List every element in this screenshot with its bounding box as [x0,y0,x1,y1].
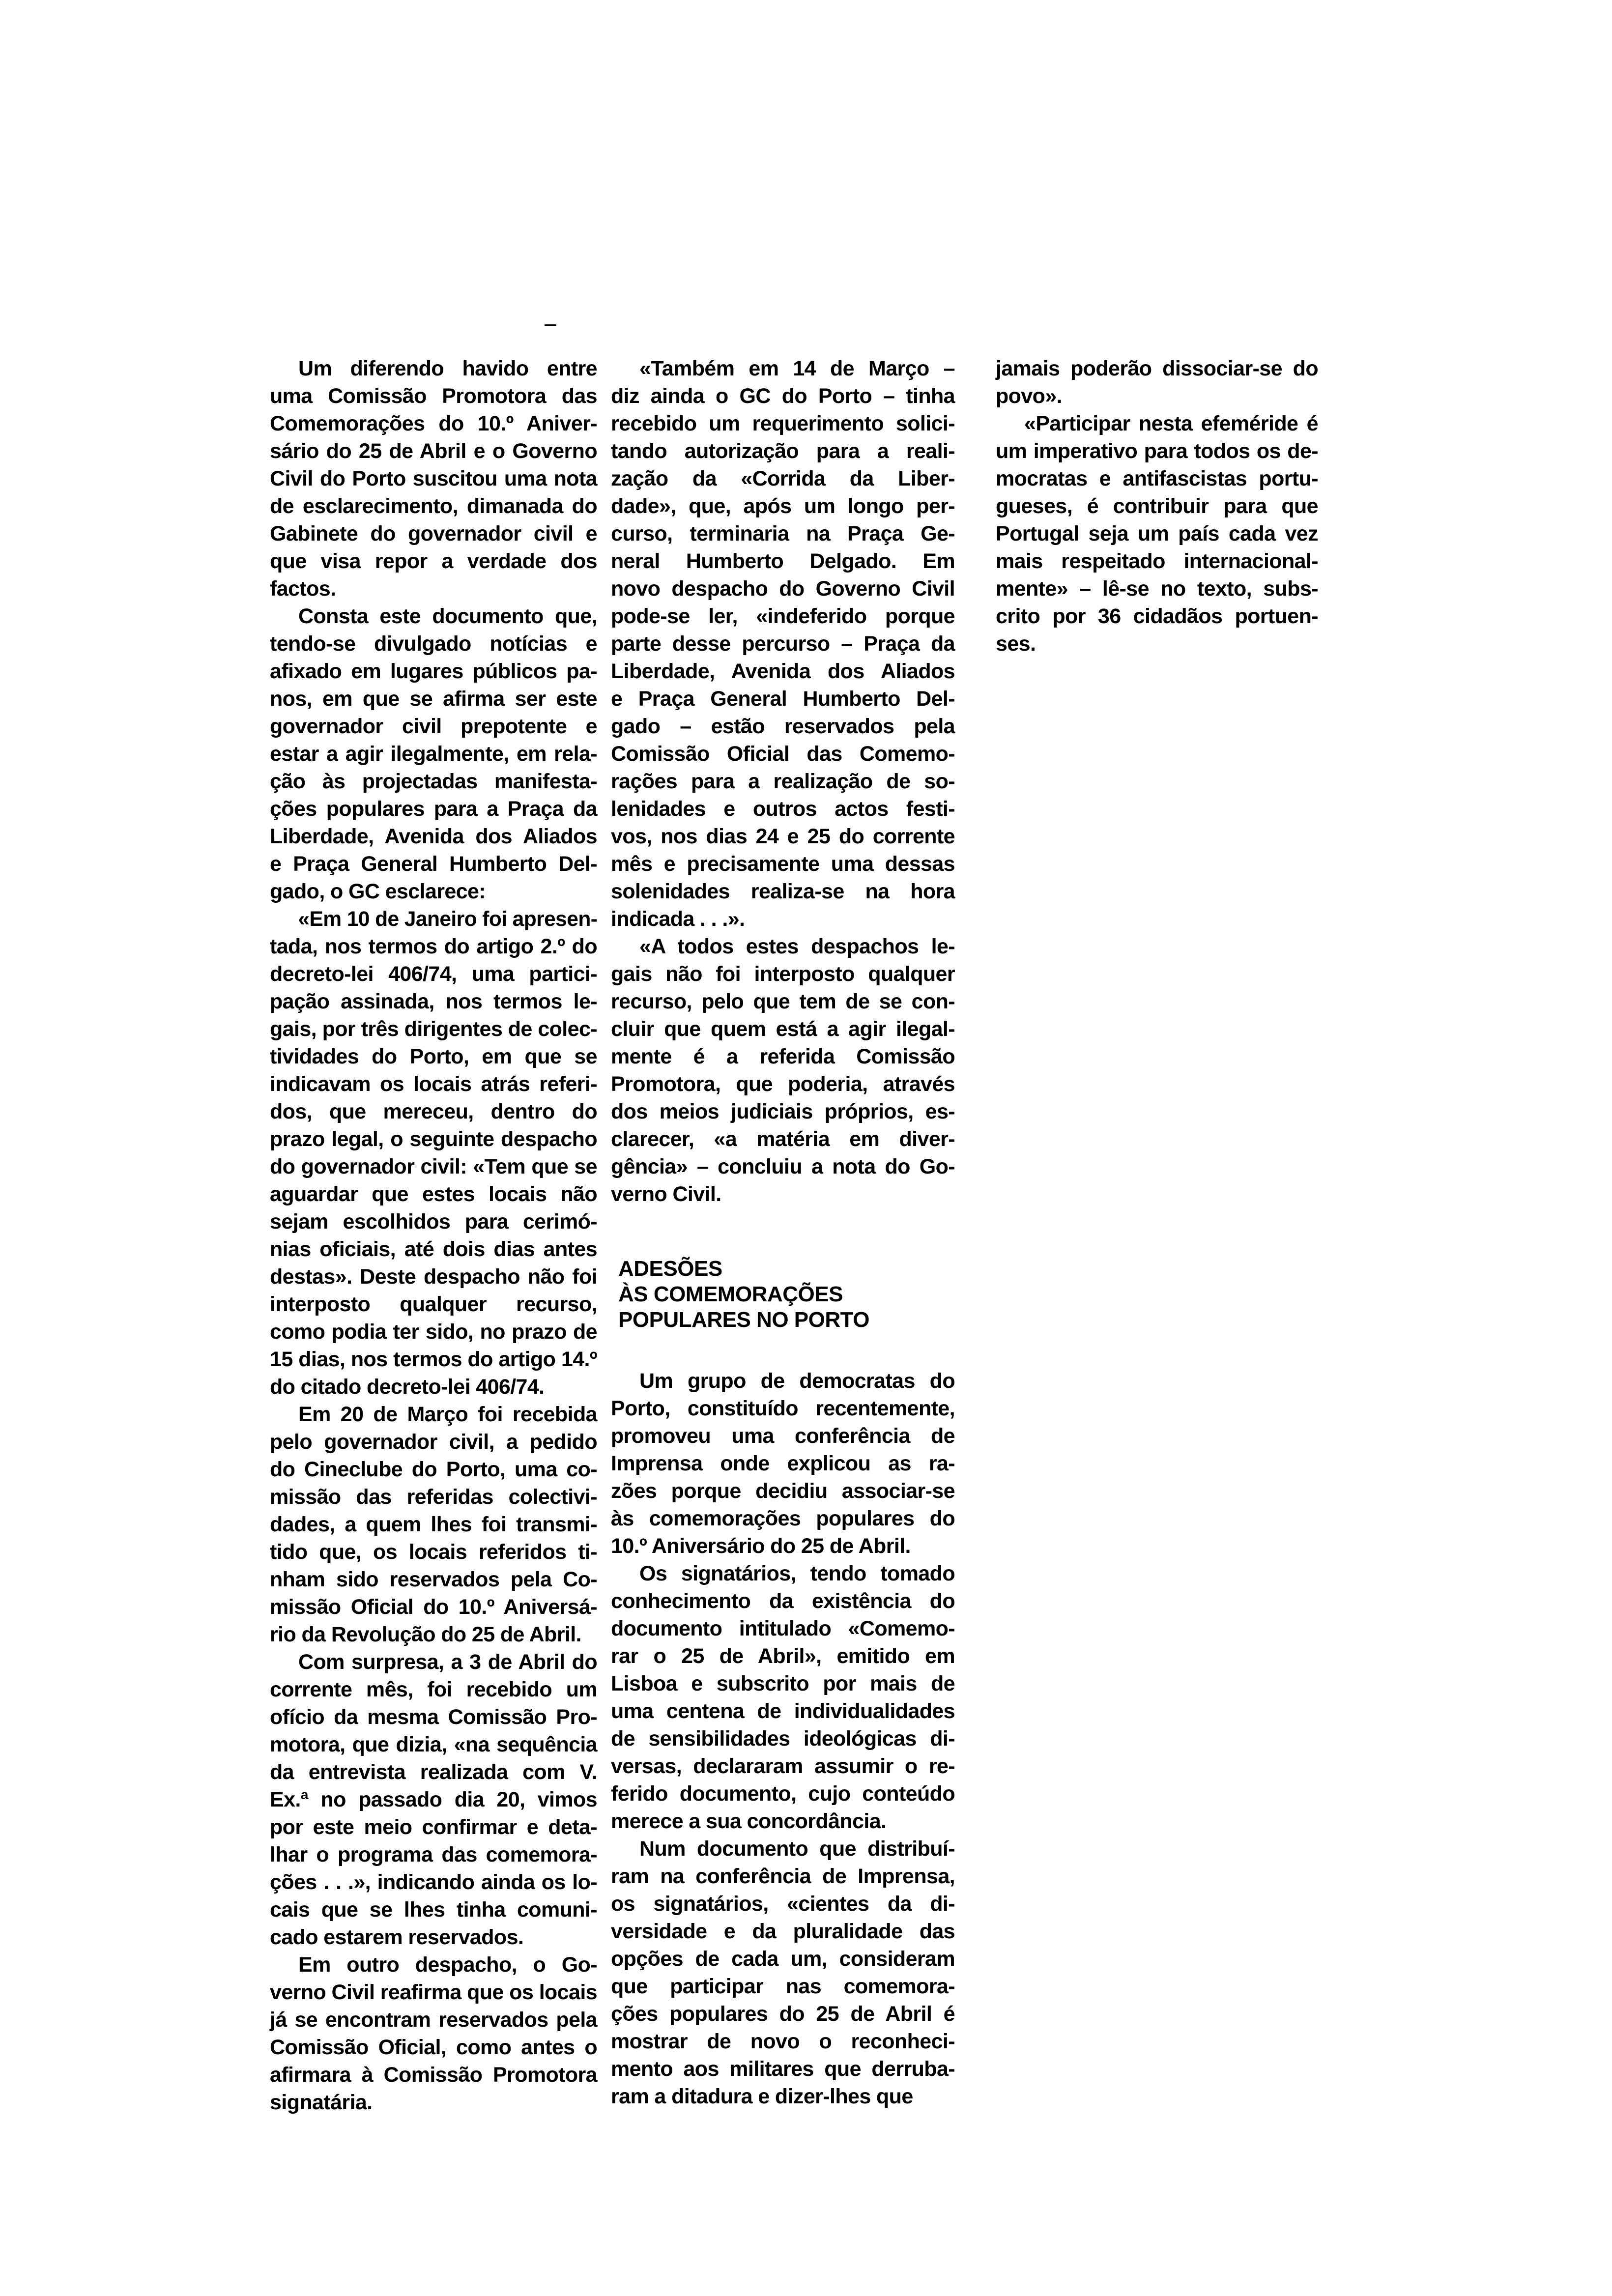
text-line: cluir que quem está a agir ilegal- [611,1017,955,1041]
text-line: factos. [270,577,336,601]
text-line: zões porque decidiu associar-se [611,1479,955,1503]
text-line: dades, a quem lhes foi transmi- [270,1513,597,1536]
text-line: Um grupo de democratas do [639,1369,955,1393]
text-line: missão Oficial do 10.º Aniversá- [270,1595,597,1619]
text-line: dos meios judiciais próprios, es- [611,1100,955,1123]
text-line: Lisboa e subscrito por mais de [611,1672,955,1695]
text-line: já se encontram reservados pela [270,2008,597,2032]
text-line: ferido documento, cujo conteúdo [611,1782,955,1806]
text-line: Os signatários, tendo tomado [639,1562,955,1585]
text-line: «A todos estes despachos le- [639,935,955,958]
text-line: gado, o GC esclarece: [270,880,486,903]
text-line: solenidades realiza-se na hora [611,880,955,903]
text-line: um imperativo para todos os de- [996,439,1318,463]
text-line: Comissão Oficial das Comemo- [611,742,955,766]
text-line: que participar nas comemora- [611,1975,955,1998]
text-line: Promotora, que poderia, através [611,1072,955,1096]
text-line: indicavam os locais atrás referi- [270,1072,597,1096]
text-line: prazo legal, o seguinte despacho [270,1127,597,1151]
text-line: nias oficiais, até dois dias antes [270,1237,597,1261]
text-line: recurso, pelo que tem de se con- [611,990,955,1013]
text-line: crito por 36 cidadãos portuen- [996,604,1318,628]
text-line: afirmara à Comissão Promotora [270,2063,597,2087]
text-line: verno Civil. [611,1182,721,1206]
text-line: zação da «Corrida da Liber- [611,467,955,490]
text-line: opções de cada um, consideram [611,1947,955,1971]
text-line: indicada . . .». [611,907,745,931]
text-line: Um diferendo havido entre [298,357,597,380]
paragraph [996,355,1318,410]
text-line: vos, nos dias 24 e 25 do corrente [611,825,955,848]
text-line: promoveu uma conferência de [611,1424,955,1448]
text-line: Liberdade, Avenida dos Aliados [270,825,597,848]
text-line: pode-se ler, «indeferido porque [611,604,955,628]
text-line: cais que se lhes tinha comuni- [270,1898,597,1922]
section-heading [618,1256,962,1333]
text-line: Imprensa onde explicou as ra- [611,1452,955,1475]
text-line: curso, terminaria na Praça Ge- [611,522,955,545]
text-line: e Praça General Humberto Del- [611,687,955,711]
text-line: ções populares do 25 de Abril é [611,2002,955,2026]
text-line: Consta este documento que, [298,604,597,628]
text-line: nos, em que se afirma ser este [270,687,597,711]
text-line: rações para a realização de so- [611,770,955,793]
text-line: uma centena de individualidades [611,1699,955,1723]
heading-line: ADESÕES [618,1257,722,1281]
heading-line: POPULARES NO PORTO [618,1308,869,1332]
article-column-3 [996,355,1318,658]
text-line: «Também em 14 de Março – [639,357,955,380]
text-line: afixado em lugares públicos pa- [270,660,597,683]
text-line: gais, por três dirigentes de colec- [270,1017,597,1041]
text-line: ção às projectadas manifesta- [270,770,597,793]
paragraph [996,410,1318,658]
text-line: do governador civil: «Tem que se [270,1155,597,1178]
paragraph [611,1560,955,1835]
text-line: cado estarem reservados. [270,1925,524,1949]
article-column-2-top [611,355,955,1208]
text-line: signatária. [270,2091,373,2114]
text-line: recebido um requerimento solici- [611,412,955,435]
text-line: merece a sua concordância. [611,1809,887,1833]
text-line: sejam escolhidos para cerimó- [270,1210,597,1234]
text-line: corrente mês, foi recebido um [270,1678,597,1701]
text-line: de sensibilidades ideológicas di- [611,1727,955,1751]
text-line: ses. [996,632,1036,656]
text-line: sário do 25 de Abril e o Governo [270,439,597,463]
text-line: Gabinete do governador civil e [270,522,597,545]
text-line: lhar o programa das comemora- [270,1843,597,1866]
text-line: lenidades e outros actos festi- [611,797,955,821]
text-line: ções populares para a Praça da [270,797,597,821]
text-line: governador civil prepotente e [270,715,597,738]
text-line: às comemorações populares do [611,1507,955,1530]
text-line: Num documento que distribuí- [639,1837,955,1861]
text-line: Com surpresa, a 3 de Abril do [298,1650,597,1674]
text-line: rar o 25 de Abril», emitido em [611,1644,955,1668]
text-line: motora, que dizia, «na sequência [270,1733,597,1756]
text-line: verno Civil reafirma que os locais [270,1980,597,2004]
text-line: tendo-se divulgado notícias e [270,632,597,656]
text-line: mostrar de novo o reconheci- [611,2030,955,2053]
text-line: da entrevista realizada com V. [270,1760,597,1784]
text-line: novo despacho do Governo Civil [611,577,955,601]
text-line: «Em 10 de Janeiro foi apresen- [298,907,598,931]
paragraph [611,355,955,933]
text-line: Porto, constituído recentemente, [611,1397,955,1420]
text-line: Em 20 de Março foi recebida [298,1403,597,1426]
text-line: mês e precisamente uma dessas [611,852,955,876]
article-column-1 [270,355,597,2116]
text-line: dade», que, após um longo per- [611,494,955,518]
text-line: mento aos militares que derruba- [611,2057,955,2081]
text-line: mente» – lê-se no texto, subs- [996,577,1318,601]
text-line: que visa repor a verdade dos [270,549,597,573]
paragraph [270,905,597,1401]
text-line: versidade e da pluralidade das [611,1920,955,1943]
text-line: do Cineclube do Porto, uma co- [270,1458,597,1481]
text-line: clarecer, «a matéria em diver- [611,1127,955,1151]
paragraph [611,933,955,1208]
text-line: Civil do Porto suscitou uma nota [270,467,597,490]
text-line: rio da Revolução do 25 de Abril. [270,1623,581,1646]
text-line: mais respeitado internacional- [996,549,1318,573]
text-line: Portugal seja um país cada vez [996,522,1318,545]
text-line: «Participar nesta efeméride é [1024,412,1318,435]
text-line: parte desse percurso – Praça da [611,632,955,656]
text-line: por este meio confirmar e deta- [270,1815,597,1839]
text-line: tividades do Porto, em que se [270,1045,597,1068]
text-line: como podia ter sido, no prazo de [270,1320,597,1344]
paragraph [270,1401,597,1648]
text-line: decreto-lei 406/74, uma partici- [270,962,597,986]
text-line: documento intitulado «Comemo- [611,1617,955,1640]
text-line: tido que, os locais referidos ti- [270,1540,597,1564]
text-line: aguardar que estes locais não [270,1182,597,1206]
text-line: tada, nos termos do artigo 2.º do [270,935,597,958]
text-line: estar a agir ilegalmente, em rela- [270,742,597,766]
text-line: e Praça General Humberto Del- [270,852,597,876]
paragraph [611,1835,955,2110]
page-dash-mark [545,324,556,326]
text-line: Comemorações do 10.º Aniver- [270,412,597,435]
heading-line: ÀS COMEMORAÇÕES [618,1282,843,1306]
text-line: mente é a referida Comissão [611,1045,955,1068]
text-line: 10.º Aniversário do 25 de Abril. [611,1534,911,1558]
paragraph [270,1648,597,1951]
article-column-2-bottom [611,1367,955,2110]
paragraph [270,603,597,905]
text-line: mocratas e antifascistas portu- [996,467,1318,490]
text-line: diz ainda o GC do Porto – tinha [611,384,955,408]
text-line: Ex.ª no passado dia 20, vimos [270,1788,597,1811]
text-line: ram na conferência de Imprensa, [611,1865,955,1888]
text-line: Em outro despacho, o Go- [298,1953,597,1977]
text-line: povo». [996,384,1062,408]
text-line: interposto qualquer recurso, [270,1292,597,1316]
text-line: 15 dias, nos termos do artigo 14.º [270,1348,597,1371]
text-line: dos, que mereceu, dentro do [270,1100,597,1123]
text-line: versas, declararam assumir o re- [611,1754,955,1778]
text-line: conhecimento da existência do [611,1589,955,1613]
text-line: ram a ditadura e dizer-lhes que [611,2085,913,2108]
text-line: uma Comissão Promotora das [270,384,597,408]
text-line: neral Humberto Delgado. Em [611,549,955,573]
text-line: gais não foi interposto qualquer [611,962,955,986]
paragraph [270,1951,597,2116]
text-line: de esclarecimento, dimanada do [270,494,597,518]
text-line: gueses, é contribuir para que [996,494,1318,518]
text-line: jamais poderão dissociar-se do [996,357,1318,380]
text-line: ções . . .», indicando ainda os lo- [270,1870,597,1894]
text-line: tando autorização para a reali- [611,439,955,463]
text-line: Liberdade, Avenida dos Aliados [611,660,955,683]
text-line: gado – estão reservados pela [611,715,955,738]
paragraph [611,1367,955,1560]
text-line: ofício da mesma Comissão Pro- [270,1705,597,1729]
text-line: nham sido reservados pela Co- [270,1568,597,1591]
text-line: gência» – concluiu a nota do Go- [611,1155,955,1178]
text-line: pação assinada, nos termos le- [270,990,597,1013]
text-line: os signatários, «cientes da di- [611,1892,955,1916]
paragraph [270,355,597,603]
text-line: missão das referidas colectivi- [270,1485,597,1509]
text-line: Comissão Oficial, como antes o [270,2036,597,2059]
text-line: do citado decreto-lei 406/74. [270,1375,545,1399]
text-line: pelo governador civil, a pedido [270,1430,597,1454]
text-line: destas». Deste despacho não foi [270,1265,597,1289]
